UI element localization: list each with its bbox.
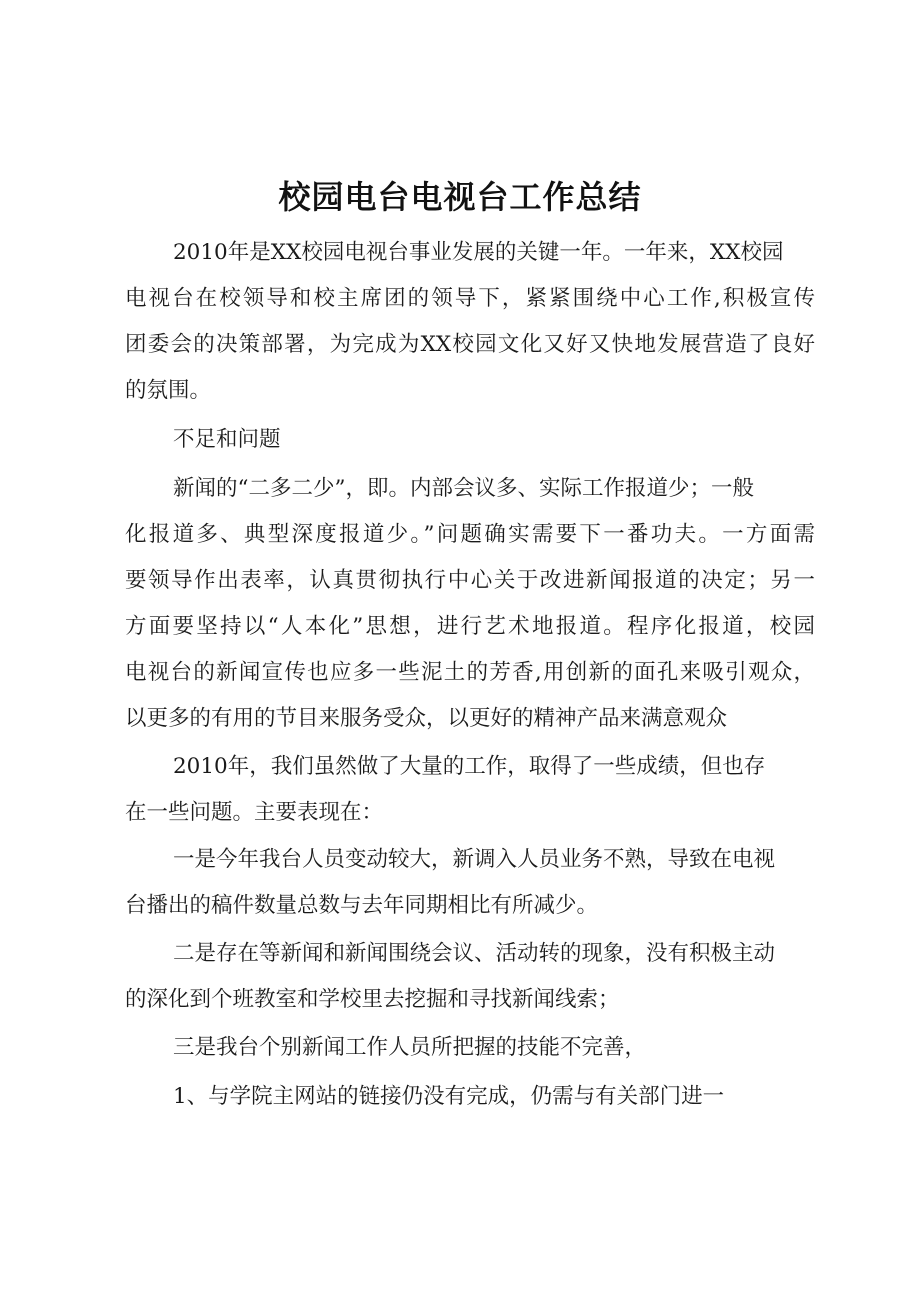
section-heading: 不足和问题 [173, 427, 281, 452]
paragraph-line: 2010年是XX校园电视台事业发展的关键一年。一年来，XX校园 [173, 240, 784, 265]
paragraph-line: 要领导作出表率，认真贯彻执行中心关于改进新闻报道的决定；另一 [125, 568, 815, 593]
paragraph-line: 2010年，我们虽然做了大量的工作，取得了一些成绩，但也存 [173, 754, 766, 779]
paragraph-line: 电视台在校领导和校主席团的领导下，紧紧围绕中心工作,积极宣传 [125, 286, 815, 311]
paragraph-line: 化报道多、典型深度报道少。”问题确实需要下一番功夫。一方面需 [125, 522, 815, 547]
paragraph-line: 台播出的稿件数量总数与去年同期相比有所减少。 [125, 893, 599, 918]
paragraph-line: 在一些问题。主要表现在： [125, 800, 384, 825]
document-title: 校园电台电视台工作总结 [278, 178, 642, 216]
paragraph-line: 团委会的决策部署，为完成为XX校园文化又好又快地发展营造了良好 [125, 332, 815, 357]
paragraph-line: 三是我台个别新闻工作人员所把握的技能不完善， [173, 1035, 647, 1060]
paragraph-line: 电视台的新闻宣传也应多一些泥土的芳香,用创新的面孔来吸引观众， [125, 660, 815, 685]
paragraph-line: 新闻的“二多二少”，即。内部会议多、实际工作报道少；一般 [173, 476, 754, 501]
paragraph-line: 一是今年我台人员变动较大，新调入人员业务不熟，导致在电视 [173, 847, 776, 872]
paragraph-line: 二是存在等新闻和新闻围绕会议、活动转的现象，没有积极主动 [173, 941, 776, 966]
paragraph-line: 的氛围。 [125, 378, 212, 403]
paragraph-line: 的深化到个班教室和学校里去挖掘和寻找新闻线索； [125, 987, 620, 1012]
paragraph-line: 方面要坚持以“人本化”思想，进行艺术地报道。程序化报道，校园 [125, 614, 815, 639]
paragraph-line: 以更多的有用的节目来服务受众，以更好的精神产品来满意观众 [125, 706, 728, 731]
paragraph-line: 1、与学院主网站的链接仍没有完成，仍需与有关部门进一 [173, 1084, 725, 1109]
